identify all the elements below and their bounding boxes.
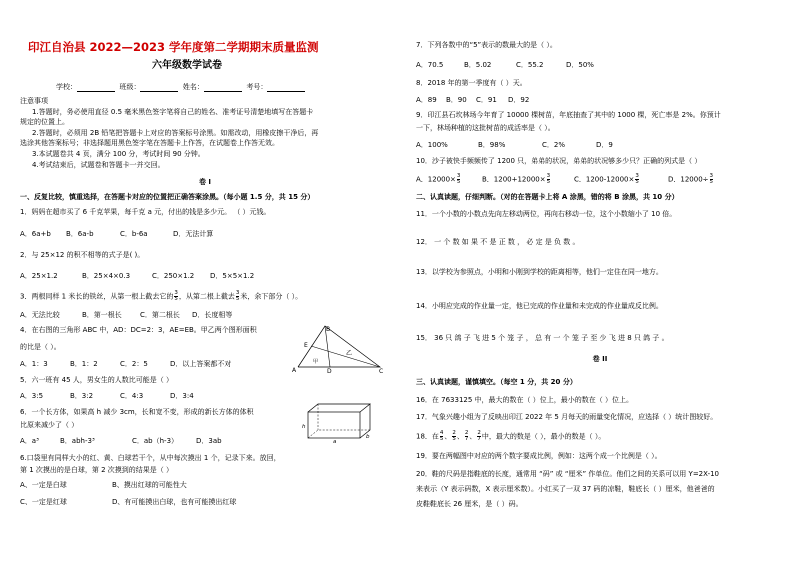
- fraction-numerator: 3: [635, 173, 639, 179]
- option-a: A．100%: [416, 141, 448, 149]
- option-a: [416, 174, 461, 185]
- fraction-denominator: 7: [464, 436, 469, 442]
- option-c: C．ab（h-3）: [132, 437, 179, 445]
- fraction-numerator: 3: [235, 290, 240, 296]
- name-label: 姓名：: [182, 83, 204, 91]
- option-a: A．25×1.2: [20, 272, 58, 280]
- fraction-numerator: 2: [464, 430, 469, 436]
- class-label: 班级：: [119, 83, 141, 91]
- fraction-denominator: 5: [439, 436, 444, 442]
- question-20-line-3: 皮鞋鞋底长 26 厘米，是（ ）码。: [416, 500, 523, 508]
- question-18: 18．在 $\frac{4}{5}$ 、 $\frac{2}{5}$ 、 $\frac{2}{7}$ 、 $\frac{2}{7}$ 中，最大的数是（ ），最小的数是（ ）。: [416, 430, 606, 442]
- question-20-line-2: 来表示（Y 表示码数，X 表示厘米数）。小红买了一双 37 码的凉鞋，鞋底长（ ）厘米，他爸爸的: [416, 485, 715, 493]
- option-b: B．90: [446, 96, 467, 104]
- fraction: [457, 174, 461, 185]
- volume-one-heading: 卷 I: [198, 178, 212, 186]
- option-b-text: B．1200+12000×: [482, 175, 546, 184]
- fraction-numerator: 3: [174, 290, 178, 296]
- note-line: 规定的位置上。: [20, 118, 69, 126]
- option-d: [668, 174, 714, 185]
- school-blank: [77, 85, 115, 92]
- question-r7: 7．下列各数中的“5”表示的数最大的是（ ）。: [416, 41, 557, 49]
- fraction-numerator: 3: [709, 173, 714, 179]
- option-c: C．55.2: [516, 61, 544, 69]
- question-15: 15． 36 只 鸽 子 飞 进 5 个 笼 子 ， 总 有 一 个 笼 子 至 少 飞 进 8 只 鸽 子 。: [416, 334, 669, 342]
- fraction: [236, 291, 240, 302]
- section-two-title: 二、认真读题，仔细判断。（对的在答题卡上将 A 涂黑，错的将 B 涂黑，共 10 分）: [416, 193, 679, 201]
- fraction: [465, 431, 469, 442]
- option-d: D．3ab: [196, 437, 222, 445]
- question-14: 14．小明应完成的作业量一定，他已完成的作业量和未完成的作业量成反比例。: [416, 302, 663, 310]
- notes-title: 注意事项: [20, 97, 48, 105]
- option-d-text: D．12000÷: [668, 175, 709, 184]
- question-7-line-1: 6.口袋里有同样大小的红、黄、白球若干个，从中每次摸出 1 个，记录下来。放回，: [20, 454, 281, 462]
- question-6-line-2: 比原来减少了（ ）: [20, 421, 79, 429]
- volume-two-heading: 卷 II: [592, 355, 608, 363]
- student-info-row: [56, 83, 305, 92]
- question-6-line-1: 6．一个长方体，如果高 h 减少 3cm，长和宽不变，形成的新长方体的体积: [20, 408, 254, 416]
- question-4-line-1: 4．在右图的三角形 ABC 中，AD：DC=2：3，AE=EB。甲乙两个图形面积: [20, 326, 257, 334]
- question-3: [20, 291, 302, 302]
- option-b: B．25×4×0.3: [82, 272, 131, 280]
- option-a: A．3:5: [20, 392, 44, 400]
- option-b: [482, 174, 551, 185]
- option-b: B、摸出红球的可能性大: [112, 481, 187, 489]
- fraction: [440, 431, 444, 442]
- school-label: 学校：: [56, 83, 77, 91]
- question-3-part-c: 米，余下部分（ ）。: [240, 292, 303, 301]
- option-d: D．92: [508, 96, 530, 104]
- name-blank: [204, 85, 242, 92]
- fraction: [452, 431, 456, 442]
- seat-blank: [267, 85, 305, 92]
- exam-title: 印江自治县 2022—2023 学年度第二学期期末质量监测: [28, 40, 319, 54]
- fraction-denominator: 5: [709, 179, 714, 185]
- height-label-h: h: [302, 424, 306, 430]
- option-c: C．250×1.2: [152, 272, 195, 280]
- option-c: C、一定是红球: [20, 498, 67, 506]
- fraction-denominator: 5: [452, 436, 456, 442]
- option-a: A、一定是白球: [20, 481, 67, 489]
- fraction: [635, 174, 639, 185]
- cuboid-figure: [302, 400, 378, 444]
- note-line: 4.考试结束后，试题卷和答题卡一并交回。: [32, 161, 165, 169]
- question-9-line-2: 一下，林场种植的这批树苗的成活率是（ ）。: [416, 124, 555, 132]
- question-9-line-1: 9．印江县石坎林场今年育了 10000 棵树苗，年底抽查了其中的 1000 棵，死亡率是 2%。你预计: [416, 111, 721, 119]
- option-b: B．5.02: [464, 61, 492, 69]
- option-c: [574, 174, 640, 185]
- fraction-numerator: 4: [439, 430, 444, 436]
- question-18-part-a: 18．在: [416, 432, 439, 441]
- fraction-denominator: 7: [477, 436, 481, 442]
- region-label-yi: 乙: [346, 350, 353, 357]
- question-16: 16．在 7633125 中，最大的数在（ ）位上，最小的数在（ ）位上。: [416, 396, 633, 404]
- option-d: D．3:4: [170, 392, 194, 400]
- question-11: 11．一个小数的小数点先向左移动两位，再向右移动一位，这个小数缩小了 10 倍。: [416, 210, 677, 218]
- fraction-numerator: 2: [477, 430, 481, 436]
- fraction-numerator: 3: [546, 173, 551, 179]
- vertex-label-b: B: [326, 326, 331, 333]
- question-10: 10．沙子被快手频频传了 1200 只，弟弟的状况，弟弟的状况够多少只？正确的列式是（ ）: [416, 157, 702, 165]
- question-4-line-2: 的比是（ ）。: [20, 343, 61, 351]
- width-label-b: b: [366, 434, 370, 440]
- option-b: B．6a-b: [66, 230, 94, 238]
- option-c: C．2%: [542, 141, 565, 149]
- option-b: B．第一根长: [82, 311, 122, 319]
- option-a: A．6a+b: [20, 230, 51, 238]
- section-three-title: 三、认真读题，谨慎填空。（每空 1 分，共 20 分）: [416, 378, 577, 386]
- fraction-denominator: 5: [174, 296, 178, 302]
- option-a: A．a³: [20, 437, 39, 445]
- option-b: B．1：2: [70, 360, 98, 368]
- option-b: B．3:2: [70, 392, 94, 400]
- question-7-line-2: 第 1 次摸出的是白球，第 2 次摸到的结果是（ ）: [20, 466, 174, 474]
- length-label-a: a: [333, 439, 337, 444]
- option-d: D、有可能摸出白球，也有可能摸出红球: [112, 498, 237, 506]
- option-a: A．89: [416, 96, 437, 104]
- question-3-part-b: ，从第二根上截去: [178, 292, 235, 301]
- note-line: 3.本试题卷共 4 页，满分 100 分，考试时间 90 分钟。: [32, 150, 205, 158]
- option-d: D．9: [596, 141, 613, 149]
- question-5: 5．六一班有 45 人，男女生的人数比可能是（ ）: [20, 376, 174, 384]
- option-a: A．无法比较: [20, 311, 60, 319]
- option-c: C．b-6a: [120, 230, 148, 238]
- question-18-part-b: 中，最大的数是（ ），最小的数是（ ）。: [481, 432, 606, 441]
- option-d: D．50%: [566, 61, 594, 69]
- note-line: 选涂其他答案标号；非选择题用黑色签字笔在答题卡上作答，在试题卷上作答无效。: [20, 139, 279, 147]
- note-line: 2.答题时，必须用 2B 铅笔把答题卡上对应的答案标号涂黑。如需改动，用橡皮擦干净后，再: [32, 129, 319, 137]
- vertex-label-c: C: [379, 368, 384, 374]
- question-3-part-a: 3．两根同样 1 米长的铁丝，从第一根上截去它的: [20, 292, 174, 301]
- vertex-label-a: A: [292, 367, 297, 374]
- question-13: 13．以学校为参照点，小明和小刚到学校的距离相等，他们一定住在同一地方。: [416, 268, 663, 276]
- fraction-denominator: 5: [235, 296, 240, 302]
- option-c: C．第二根长: [140, 311, 180, 319]
- triangle-abc-figure: [290, 322, 386, 374]
- fraction-denominator: 5: [635, 179, 639, 185]
- question-2: 2．与 25×12 的积不相等的式子是( )。: [20, 251, 145, 259]
- option-d: D．5×5×1.2: [210, 272, 255, 280]
- fraction-numerator: 2: [452, 430, 456, 436]
- option-a: A．70.5: [416, 61, 444, 69]
- question-17: 17．气象兴趣小组为了反映出印江 2022 年 5 月每天的雨量变化情况，应选择（ ）统计图较好。: [416, 413, 718, 421]
- fraction-denominator: 5: [456, 179, 461, 185]
- option-b: B．abh-3³: [60, 437, 95, 445]
- section-one-title: 一、反复比较，慎重选择，在答题卡对应的位置把正确答案涂黑。（每小题 1.5 分，共 15 分）: [20, 193, 315, 201]
- region-label-jia: 甲: [313, 359, 319, 365]
- question-12: 12． 一 个 数 如 果 不 是 正 数 ， 必 定 是 负 数 。: [416, 238, 580, 246]
- option-b: B．98%: [478, 141, 506, 149]
- option-c: C．91: [476, 96, 497, 104]
- note-line: 1.答题时，务必使用直径 0.5 毫米黑色签字笔将自己的姓名、准考证号清楚地填写在答题卡: [32, 108, 314, 116]
- question-20-line-1: 20．鞋的尺码是指鞋底的长度，通常用 “码” 或 “厘米” 作单位。他们之间的关系可以用 Y=2X-10: [416, 470, 720, 478]
- vertex-label-e: E: [304, 342, 308, 349]
- option-d: D．无法计算: [173, 230, 214, 238]
- class-blank: [140, 85, 178, 92]
- seat-label: 考号：: [246, 83, 268, 91]
- option-a: A．1：3: [20, 360, 48, 368]
- exam-subtitle: 六年级数学试卷: [152, 60, 222, 71]
- fraction: [477, 431, 481, 442]
- option-d: D．长度相等: [192, 311, 233, 319]
- fraction: [547, 174, 551, 185]
- option-a-text: A．12000×: [416, 175, 456, 184]
- question-8: 8．2018 年的第一季度有（ ）天。: [416, 79, 527, 87]
- fraction: [174, 291, 178, 302]
- question-1: 1．妈妈在超市买了 6 千克苹果，每千克 a 元，付出的钱是多少元。 （ ）元钱。: [20, 208, 271, 216]
- fraction: [710, 174, 714, 185]
- option-c: C．2：5: [120, 360, 148, 368]
- fraction-numerator: 3: [456, 173, 461, 179]
- option-c: C．4:3: [120, 392, 144, 400]
- question-19: 19．要在两幅图中对应的两个数字要成比例，例如：这两个成一个比例是（ ）。: [416, 452, 662, 460]
- fraction-denominator: 5: [546, 179, 551, 185]
- vertex-label-d: D: [327, 368, 332, 374]
- option-d: D．以上答案都不对: [170, 360, 232, 368]
- option-c-text: C．1200-12000×: [574, 175, 635, 184]
